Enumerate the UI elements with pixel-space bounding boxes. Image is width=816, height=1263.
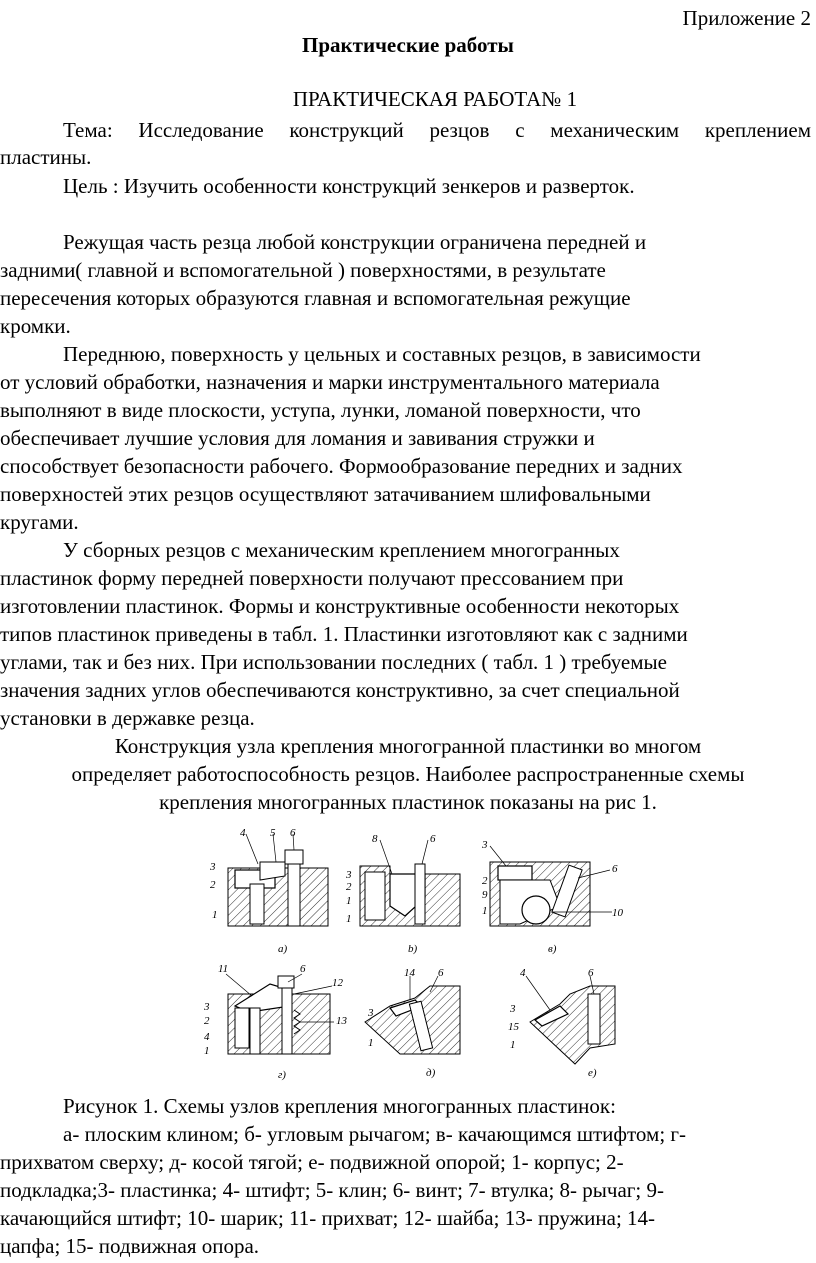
- callout-d-6: 6: [300, 963, 306, 975]
- callout-f-6: 6: [588, 967, 594, 979]
- callout-e-1: 1: [368, 1037, 374, 1049]
- callout-c-6: 6: [612, 863, 618, 875]
- panel-label-e: д): [426, 1067, 436, 1079]
- page-title: Практические работы: [302, 33, 514, 57]
- callout-a-4: 4: [240, 827, 246, 839]
- figure-caption-line-2: прихватом сверху; д- косой тягой; е- подвижной опорой; 1- корпус; 2-: [0, 1150, 624, 1174]
- callout-c-2: 2: [482, 875, 488, 887]
- panel-d: [203, 963, 348, 1081]
- panel-e: [365, 967, 460, 1079]
- appendix-label: Приложение 2: [682, 6, 811, 30]
- callout-b-2: 2: [346, 881, 352, 893]
- callout-e-14: 14: [404, 967, 415, 979]
- figure-caption-line-5: цапфа; 15- подвижная опора.: [0, 1234, 260, 1258]
- callout-f-15: 15: [508, 1021, 519, 1033]
- paragraph-2-line-1: Переднюю, поверхность у цельных и составных резцов, в зависимости: [63, 342, 701, 366]
- paragraph-4-line-1: Конструкция узла крепления многогранной пластинки во многом: [114, 734, 702, 758]
- callout-d-13: 13: [336, 1015, 347, 1027]
- panel-f: [508, 967, 615, 1079]
- paragraph-3-line-3: изготовлении пластинок. Формы и конструктивные особенности некоторых: [0, 594, 680, 618]
- callout-a-1: 1: [212, 909, 218, 921]
- callout-f-4: 4: [520, 967, 526, 979]
- work-title: ПРАКТИЧЕСКАЯ РАБОТА№ 1: [292, 87, 578, 111]
- callout-c-3: 3: [482, 839, 488, 851]
- paragraph-3-line-1: У сборных резцов с механическим креплением многогранных: [63, 538, 620, 562]
- panel-label-b: b): [408, 943, 418, 955]
- callout-c-9: 9: [482, 889, 488, 901]
- panel-a: [209, 827, 328, 955]
- callout-d-12: 12: [332, 977, 343, 989]
- paragraph-2-line-6: поверхностей этих резцов осуществляют затачиванием шлифовальными: [0, 482, 651, 506]
- callout-e-3: 3: [368, 1007, 374, 1019]
- callout-d-11: 11: [218, 963, 229, 975]
- panel-label-f: е): [588, 1067, 597, 1079]
- callout-b-1b: 1: [346, 913, 352, 925]
- topic-line-1: Тема: Исследование конструкций резцов с механическим креплением: [63, 118, 811, 142]
- paragraph-4-line-2: определяет работоспособность резцов. Наиболее распространенные схемы: [71, 762, 745, 786]
- paragraph-2-line-7: кругами.: [0, 510, 79, 534]
- callout-d-4: 4: [204, 1031, 210, 1043]
- callout-b-6: 6: [430, 833, 436, 845]
- paragraph-1-line-1: Режущая часть резца любой конструкции ограничена передней и: [63, 230, 647, 254]
- topic-line-2: пластины.: [0, 145, 92, 169]
- paragraph-1-line-3: пересечения которых образуются главная и вспомогательная режущие: [0, 286, 631, 310]
- panel-c: [481, 839, 624, 955]
- paragraph-2-line-2: от условий обработки, назначения и марки инструментального материала: [0, 370, 660, 394]
- paragraph-3-line-7: установки в державке резца.: [0, 706, 255, 730]
- panel-b: [345, 833, 460, 955]
- callout-c-10: 10: [612, 907, 623, 919]
- callout-a-3: 3: [210, 861, 216, 873]
- paragraph-3-line-2: пластинок форму передней поверхности получают прессованием при: [0, 566, 624, 590]
- paragraph-2-line-5: способствует безопасности рабочего. Формообразование передних и задних: [0, 454, 683, 478]
- panel-label-c: в): [548, 943, 557, 955]
- goal-line: Цель : Изучить особенности конструкций зенкеров и разверток.: [63, 174, 635, 198]
- callout-d-2: 2: [204, 1015, 210, 1027]
- callout-a-6: 6: [290, 827, 296, 839]
- paragraph-1-line-2: задними( главной и вспомогательной ) поверхностями, в результате: [0, 258, 606, 282]
- callout-c-1: 1: [482, 905, 488, 917]
- callout-a-2: 2: [210, 879, 216, 891]
- figure-caption-line-1: а- плоским клином; б- угловым рычагом; в- качающимся штифтом; г-: [63, 1122, 687, 1146]
- callout-e-6: 6: [438, 967, 444, 979]
- callout-b-3: 3: [346, 869, 352, 881]
- panel-label-a: а): [278, 943, 288, 955]
- callout-f-1: 1: [510, 1039, 516, 1051]
- callout-b-8: 8: [372, 833, 378, 845]
- callout-f-3: 3: [510, 1003, 516, 1015]
- figure-caption-title: Рисунок 1. Схемы узлов крепления многогранных пластинок:: [63, 1094, 616, 1118]
- callout-d-3: 3: [204, 1001, 210, 1013]
- paragraph-4-line-3: крепления многогранных пластинок показаны на рис 1.: [159, 790, 657, 814]
- paragraph-1-line-4: кромки.: [0, 314, 71, 338]
- figure-caption-line-4: качающийся штифт; 10- шарик; 11- прихват; 12- шайба; 13- пружина; 14-: [0, 1206, 656, 1230]
- paragraph-3-line-6: значения задних углов обеспечиваются конструктивно, за счет специальной: [0, 678, 680, 702]
- paragraph-2-line-3: выполняют в виде плоскости, уступа, лунки, ломаной поверхности, что: [0, 398, 641, 422]
- clamping-schemes-figure: [190, 826, 640, 1086]
- paragraph-3-line-4: типов пластинок приведены в табл. 1. Пластинки изготовляют как с задними: [0, 622, 688, 646]
- callout-a-5: 5: [270, 827, 276, 839]
- panel-label-d: г): [278, 1069, 286, 1081]
- figure-caption-line-3: подкладка;3- пластинка; 4- штифт; 5- клин; 6- винт; 7- втулка; 8- рычаг; 9-: [0, 1178, 664, 1202]
- paragraph-3-line-5: углами, так и без них. При использовании последних ( табл. 1 ) требуемые: [0, 650, 667, 674]
- callout-d-1: 1: [204, 1045, 210, 1057]
- callout-b-1a: 1: [346, 895, 352, 907]
- paragraph-2-line-4: обеспечивает лучшие условия для ломания и завивания стружки и: [0, 426, 595, 450]
